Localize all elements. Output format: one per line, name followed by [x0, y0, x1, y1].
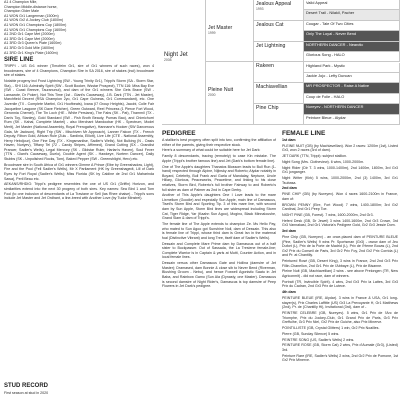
race-record-item: A1 3RD Gr3 Queen's Plate (1600m): [4, 41, 62, 46]
race-record-item: A1 3RD Gr1 King's Plate (1600m): [4, 50, 58, 55]
pedigree-paragraph: The female line of The Apple extends to champion Ze. Ms Hello Pay, who mated to Sun Agoo got Sunshine Noll, dam of Dessain. This also is female line of Trippi, whose third dam is Great Isn in the maternal foal (Distinctive Vibrant) and long Tree, itself dam of Sadler's Wells).: [162, 222, 276, 240]
pedigree-g3-name: Machiavellian: [256, 84, 288, 90]
female-line-dam-heading: 1st dam: [282, 138, 296, 142]
female-line-paragraph: Pine Chip (GB, Nureyev) - an once-placed dam of PEINTURE BLEUE (Pine, Sadler's Wells) 9 wins Pr. Sportsman (Gr3) - ownw dam of Jeu Dufort (L), Prix de la Porte de Madrid (L), Prix de l'Heme Bocas (L), 2nd Gr2 Prix du Conseil de Paris, 3rd Gr2 Prix Foy, 2nd Gr2 Prix Corrida (L) and Pr. at Chantilly.: [282, 234, 398, 258]
female-line-paragraph: PEINTRE CELEBRE (GB, Nureyev). 5 wins, Gr1 Prix de l'Arc de Triomphe, Prix du Jockey-Club, Gr1 Grand Prix de Paris, Gr3 Prix Greffulhe, Gr3 Prix Niel, Gr2 Prix de Guiche, also Prix Minerve.: [282, 310, 398, 325]
pedigree-g4-name: Nureyev - NORTHERN DANCER: [306, 104, 364, 110]
pedigree-g4-name: Peinture Bleue - Alydar: [306, 114, 346, 120]
race-record-item: A1 3RD Gr3 Gold Mile (1600m): [4, 45, 55, 50]
race-record-item: Champion Middle-distance horse,: [4, 4, 58, 9]
pedigree-g4-name: Jackie Jojo - Lefty Duncan: [306, 72, 352, 78]
pedigree-paragraph: Another of This Apple's daughters One I Love leads to the mare Lixmellum (Goodie) and especially Sun Apple, main line of Damascus, Tiseti's Storm Bird and Sporting Tip. 3 of this mare line, with second dam by Sun Apple, Storm Bird lines are widespread including Storm Cat, Tiger Ridge, Yar (Kaahn Sun Agoo), Mogino, Black Minnaloushe, Grand Slam & dam of Trippi's.: [162, 193, 276, 221]
pedigree-g3-name: Jealous Cat: [256, 22, 284, 28]
race-record-item: A1 WON Gr2 A Jockey Club (1800m): [4, 18, 64, 23]
stud-record-heading: STUD RECORD: [4, 383, 154, 389]
pedigree-sire-sire-year: 1999: [208, 31, 216, 35]
pedigree-paragraph: Dessain and Complete Mare Prime dam by Damascus out of a half sister to Buckpasser. Out of Sassada, the La Tresiene female-line; Complete Warrior is in Captain & yarls at Mutti, Counter Action, and in local female lines.: [162, 241, 276, 260]
pedigree-g4-cell: [304, 0, 400, 10]
female-line-text: [282, 138, 398, 400]
pedigree-sire-sire: [206, 0, 254, 62]
pedigree-sire-dam-name: Pleine Nuit: [208, 87, 234, 93]
race-record-item: A1 3RD Gr1 Cape Met (2000m): [4, 36, 55, 41]
sire-line-heading: SIRE LINE: [4, 57, 34, 63]
pedigree-g3-name: Jet Lightning: [256, 43, 286, 49]
stud-record-text: First season at stud in 2020: [4, 391, 154, 396]
pedigree-g3-cell: [254, 104, 304, 125]
female-line-paragraph: Pierre (GB, Sunday Silence) 5 wins.: [282, 331, 340, 336]
female-line-paragraph: POINTILLISTE (GB, Crystal Glitters) 1 win, Gr2 Prix Noailles.: [282, 325, 380, 330]
pedigree-g4-cell: [304, 21, 400, 31]
race-record-list: [4, 0, 154, 55]
aca-paragraph: AEKANS/RHDIG: Trippi's pedigree resembles the one of US Gr1 (Griffin) Horizon, and similarities extend into the next 30 progeny of both sires. Key names: Sea Bird 1 and Tom Fool (to one inclusion of descendants of La Traviane or Sell (las Rhee chaise) - Trippi's sons include Jet Master and Jet Ordhant, a line-breed with Another Love (by Tudor Minstrel).: [4, 182, 154, 201]
female-line-paragraph: Portrait (TR, Invincible Spirit). 4 wins, 2nd Gr3 Prix la Lattes, 3rd Gr3 Prix du Cadran, 2nd Gr3 Prix de Lutece.: [282, 279, 398, 289]
pedigree-g4-name: Highland Park - Mystic: [306, 62, 345, 68]
pedigree-g4-cell: [304, 52, 400, 62]
pedigree-paragraph: Here's a summary of what could be suitable here for Jet Dark:: [162, 148, 261, 153]
female-line-dam-heading: 2nd dam: [282, 186, 297, 191]
pedigree-text: [162, 138, 276, 400]
pedigree-g3-cell: [254, 21, 304, 42]
pedigree-g3-cell: [254, 0, 304, 21]
female-line-paragraph: PEINTURE BLEUE (IRE, Alydar). 3 wins in France & USA, Gr1 long-stayer(s), Prix Charles Laffitte (US) Gr3 La Prevoyante H, Gr1 Matthews (2nd), Pr. de (Chantilly Hi), Invitational (3rd), dam of -: [282, 296, 398, 310]
pedigree-sire-dam: [206, 62, 254, 125]
female-line-paragraph: BROWN PENNY (Eire, Fort Wood) 7 wins, 1400-1800m; 3rd Gr2 Cardinal, 2nd Gr1 Peep Toe.: [282, 202, 398, 212]
female-line-paragraph: PLEINE NUIT (GB) (by Machiavellian). Won 2 races: 1200m (1st), Listed Gr3, won 2 races (3rd of dam).: [282, 143, 398, 153]
female-line-dam-heading: 4th dam: [282, 290, 296, 295]
pedigree-g4-name: NORTHERN DANCER - Nearctic: [306, 41, 364, 47]
pedigree-g4-name: Coup de Folie - HALO: [306, 93, 345, 99]
pedigree-sire-name: Night Jet: [164, 52, 188, 58]
pedigree-g4-cell: [304, 94, 400, 104]
sire-line-text: [4, 64, 154, 400]
female-line-paragraph: PEINTRE SONG (US, Sadler's Wells) 2 wins.: [282, 337, 355, 342]
pedigree-g4-name: Glorious Song - HALO: [306, 52, 345, 58]
female-line-paragraph: JET DARK (TTN, Trippi): subject stallion.: [282, 154, 348, 159]
female-line-paragraph: Night Writer (Kirk) 5 wins, 1000-2000m, 2nd (3) 1400m, 3rd Gr1 Tsubasa.: [282, 176, 398, 185]
pedigree-g4-name: Cougar - Tale Of Two Cities: [306, 20, 354, 26]
pedigree-g4-cell: [304, 83, 400, 93]
female-line-paragraph: Night Rider (Dir T. 3 wins, 1000-1400m), 2nd 1400m, 1800m, 3rd Gr3 Gr1 jonganger.: [282, 165, 398, 175]
race-record-item: Champion Older Male: [4, 9, 39, 14]
female-line-paragraph: NIGHT PINE (GB, Forest). 7 wins, 1600-2000m, 2nd Gr3.: [282, 213, 374, 217]
pedigree-g3-name: Jealous Appeal: [256, 1, 292, 7]
female-line-paragraph: PINE CHIP (GB) (by Nureyev). Won 4 races 1600-2100m in France, dam of:: [282, 192, 398, 201]
female-line-paragraph: PEINTURE ROSE (GB, Storm Cat) 2 wins, Prix d'Aumale (Gr3), (Listed) 3rd.: [282, 343, 398, 352]
pedigree-paragraph: A stallion's best progeny often split into two, confirming the affiliation of either of the parents, giving their respective stock.: [162, 138, 276, 147]
pedigree-paragraph: One of The Apple's daughters Thanatos Blossom leads to Bull Run (1-hand) respected through Alpine, Nijinsky and Roberto; Alydar notably in Boyard, Celebrity, Bull Frank and Garla of Mandalay, Neptune, Uncle Hillary, Glorious, Peaceworks, Peacetime, and linking to his close relatives, Storm Bird, Roberto's full brother Fairway to and Roberto's full sister as dam of Palmer as 2nd in Cape Derby.: [162, 164, 276, 192]
pedigree-chart: [162, 0, 400, 125]
pedigree-sire-sire-name: Jet Master: [208, 25, 233, 31]
female-line-paragraph: Peintured Rosé (GB, Desert King), 3 wins in France, 2nd 2nd Gr3 Prix Fillin-Chanellon, 2nd Gr1 Prix de l'Abbaye (L), Prix de Bisanne.: [282, 259, 398, 268]
sire-line-paragraph: Notable progeny incl Frost Lightning (SW - Young Trinity Gr1), Trippi's Storm (SA - Storm Star, Sta), - SHI 116; Admiralty Spirit (SW - Scott Booker, Wsstar Prospect), TTN 116: Miss Bay Eve (SW - Coast Breeze, Tauranunui), and dam of the Gr1 winners She Gets Brave (SW - Lansarote, Dr Poker), Not This Time (1st - Giant's Causeway), J.B. Dark (TTN - Jet Master), Marchfield Decent (RSA Champion 2yo, Gr1 Cape Guineas, Gr1 Commandant), etc. One Juvenile (TX - Complete Martini, Gr1 Hoofbeats), Ivana (I7 Group Heights), Jacobi, Colle Fair Jacqueline Lasgone (SK Dave Fletcher), Green Outward, Reel Princess (1 Pierce Fort Wood, Geronnia Chemel), The Tin Loch (HE - White Persians), The Fabs (SK - Pat), Thammil (TX - Dan's Toy, Stanley), Gold Standard (SW - Fish Broth Beauty, Pumas Bao), and Chimichurri Rum (SK - Kahal, Complete Mantel) - also Merchant Mandoobar (HK - Spectrum, Model Merit), Jet Master (National Assembly, Royal Prerogative), Hannane's Hooker (SW Dancerous Gala, Mr Jackson), Right Trip (SW - Mischiven Mr Approach), Lanner Falcon (TX - French Deputy, Ribon Gold, African Rule (Zulu - Sardinia, Elliott), Live Life (CTE - National Assembly, Herry Hebdjour), One Fine Day (TX - Kingsmanlise, Sadler's Wells), Not Bulking (N - Oasis Haven, Nuriyev), Tiffany Tel (72 - Candy Stripes, Affirmed), Grand Cutting (SX - Grandist Prancer, Sadler's Wells), Legal Mercury (SK - Glidstar Ruler, Harlan's Haven), Soul Fever (TTN - Giant's Causeway, Duelo), Double Agent (SK - Hawkeye, Nortern Dancer), Daily Stubbs (SK - Unpolished Rocks, Tom), Baked Pepper (SW - Greenshlight, Hero) etc.: [4, 78, 154, 162]
female-line-dam-heading: 3rd dam: [282, 229, 296, 234]
pedigree-sire-year: 2008: [164, 58, 172, 62]
pedigree-g4-cell: [304, 115, 400, 125]
pedigree-g3-cell: [254, 42, 304, 62]
pedigree-g4-cell: [304, 10, 400, 20]
female-line-paragraph: Pleine Nuit (GB, Machiavellian) 2 wins - see above Prelongen (TR, New Agriconmit) - did not race, dam of winners.: [282, 269, 398, 279]
pedigree-paragraph: Dessain versus other Damascus Gate and Hollina (damsire of Jet Master); Dramased, dam Bonnie & close sib to Never Bend (Riverman, Blushing Groom - Nebu), and hence Foxwell Agonistic Saatu in Jet Baba, and Rainbow Gamo (Sun Ala (Dynasty, one Master). Damascus is second damsire of Night Rider's, Damascus is top damsire of Peep Flowers in Jet Dark's pedigree.: [162, 261, 276, 289]
pedigree-g4-name: MR PROSPECTOR - Raise A Native: [306, 83, 370, 89]
pedigree-g3-cell: [254, 62, 304, 83]
pedigree-g4-name: Only The Loyal - Never Bend: [306, 31, 357, 37]
pedigree-g3-cell: [254, 83, 304, 104]
pedigree-g3-year: 1993: [256, 7, 264, 11]
race-record-item: A1 4 Champion Mile,: [4, 0, 38, 4]
pedigree-paragraph: Family 8 descendants, tracing (remotely) to case Kin mistake. The Apple (Trippi's brother famous line) and Jet (Dark's bottom female line).: [162, 154, 276, 163]
pedigree-g4-name: Valid Appeal: [306, 0, 328, 5]
pedigree-g4-cell: [304, 31, 400, 41]
pedigree-g4-name: Desert Trail - Nilakil, Pacher: [306, 10, 355, 16]
race-record-item: A1 WON Gr1 Champions Cup (1600m): [4, 27, 67, 32]
pedigree-g4-cell: [304, 104, 400, 114]
pedigree-g3-name: Rakeen: [256, 63, 274, 69]
pedigree-sire-dam-year: 2000: [208, 93, 216, 97]
female-line-paragraph: Hefeni Desk (GB, Dr Jewel) 3 wins 1400-1600m, 2nd Gr3 Crown, 3rd Gr3 Vannakasi, 2nd Gr1 Victoria's Pedigree Gold, Gr2 Gr3 Jessie Dom.: [282, 218, 398, 228]
pedigree-sire: [162, 0, 206, 125]
sire-line-paragraph: TRIPPI - US Gr1 winner (Timofeim Gr1, sire of Gr1 winners of such races), won 4 broodmares, sire of 4 Champions, Champion Sire in SA 2016, sire of stakes (incl) broodmare sire of stakes.: [4, 64, 154, 78]
pedigree-g4-cell: [304, 63, 400, 73]
race-record-item: A1 WON Gr1 Champions Cup (1800m): [4, 22, 67, 27]
female-line-paragraph: Peinture Rare (IRE, Sadler's Wells) 2 wins, 2nd Gr2 Prix de Pomone, 1st Gr2 Prix Minerve.: [282, 353, 398, 363]
pedigree-g4-cell: [304, 73, 400, 83]
broodmare-sire-paragraph: Broodmare sire in South Africa of Gr1 winners Gimme A Prince (Elbe by Greenshadow, Light), Fire and the Pool (Fell Sadler's Wells), Mr X Parliament (HK by Greenshagedt, Lill of Dark Eyes by Fort Royal (Sadler's Wells); Miss Florida (SK by Caldine de 2nd Gr1 Maharinda Sawa), Peril Beau etc.: [4, 162, 154, 181]
pedigree-heading: PEDIGREE: [162, 130, 196, 137]
race-record-item: A1 2ND Gr1 Cape Met (2000m): [4, 32, 55, 37]
pedigree-g3-name: Pine Chip: [256, 105, 279, 111]
pedigree-g4-cell: [304, 42, 400, 52]
female-line-heading: FEMALE LINE: [282, 130, 326, 137]
female-line-paragraph: Night Song (Mrs. Clotheview). 6 wins, 1000-2000m.: [282, 159, 365, 164]
race-record-item: A1 WON Gr1 Langerman (1500m): [4, 13, 59, 18]
